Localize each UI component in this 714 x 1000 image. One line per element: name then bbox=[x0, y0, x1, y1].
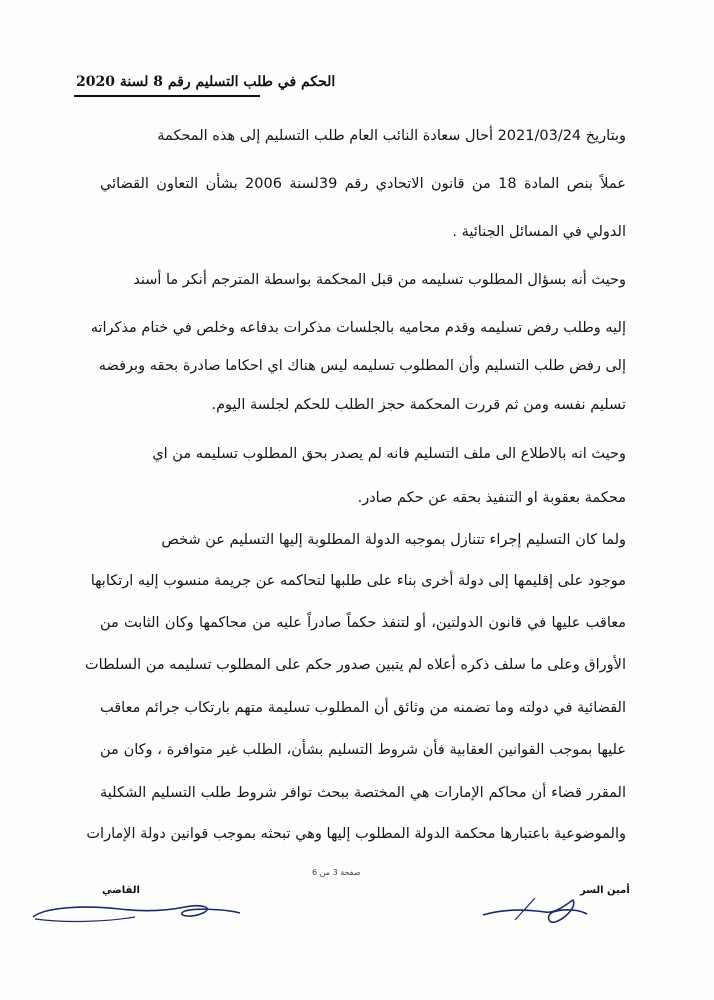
body-line: تسليم نفسه ومن ثم قررت المحكمة حجز الطلب للحكم لجلسة اليوم. bbox=[211, 397, 626, 413]
secretary-label: أمين السر bbox=[580, 885, 630, 896]
body-line: وحيث أنه بسؤال المطلوب تسليمه من قبل المحكمة بواسطة المترجم أنكر ما أسند bbox=[133, 272, 626, 288]
body-line: الدولي في المسائل الجنائية . bbox=[452, 224, 626, 240]
body-line: إليه وطلب رفض تسليمه وقدم محاميه بالجلسات مذكرات بدفاعه وخلص في ختام مذكراته bbox=[90, 320, 626, 336]
body-line: القضائية في دولته وما تضمنه من وثائق أن المطلوب تسليمة متهم بارتكاب جرائم معاقب bbox=[100, 700, 626, 716]
judge-signature bbox=[25, 895, 255, 935]
judge-label: القاضي bbox=[102, 885, 140, 896]
body-line: وبتاريخ 2021/03/24 أحال سعادة النائب العام طلب التسليم إلى هذه المحكمة bbox=[157, 128, 626, 144]
body-line: معاقب عليها في قانون الدولتين، أو لتنفذ حكماً صادراً عليه من محاكمها وكان الثابت من bbox=[100, 615, 626, 631]
secretary-signature bbox=[475, 890, 595, 935]
case-title: الحكم في طلب التسليم رقم 8 لسنة 2020 bbox=[76, 74, 336, 90]
body-line: موجود على إقليمها إلى دولة أخرى بناء على طلبها لتحاكمه عن جريمة منسوب إليه ارتكابها bbox=[90, 573, 626, 589]
body-line: المقرر قضاء أن محاكم الإمارات هي المختصة ببحث توافر شروط طلب التسليم الشكلية bbox=[100, 785, 626, 801]
page-number: صفحة 3 من 6 bbox=[312, 868, 361, 877]
body-line: عملاً بنص المادة 18 من قانون الاتحادي رقم 39لسنة 2006 بشأن التعاون القضائي bbox=[100, 176, 626, 192]
body-line: ولما كان التسليم إجراء تتنازل بموجبه الدولة المطلوبة إليها التسليم عن شخص bbox=[161, 532, 626, 548]
body-line: الأوراق وعلى ما سلف ذكره أعلاه لم يتبين صدور حكم على المطلوب تسليمه من السلطات bbox=[85, 657, 626, 673]
body-line: عليها بموجب القوانين العقابية فأن شروط التسليم بشأن، الطلب غير متوافرة ، وكان من bbox=[100, 742, 626, 758]
body-line: إلى رفض طلب التسليم وأن المطلوب تسليمه ليس هناك اي احكاما صادرة بحقه وبرفضه bbox=[98, 358, 626, 374]
body-line: وحيث انه بالاطلاع الى ملف التسليم فانه لم يصدر بحق المطلوب تسليمه من اي bbox=[152, 446, 626, 462]
body-line: محكمة بعقوبة او التنفيذ بحقه عن حكم صادر. bbox=[357, 490, 626, 506]
title-underline bbox=[74, 95, 260, 97]
body-line: والموضوعية باعتبارها محكمة الدولة المطلوب إليها وهي تبحثه بموجب قوانين دولة الإمارات bbox=[86, 826, 626, 842]
